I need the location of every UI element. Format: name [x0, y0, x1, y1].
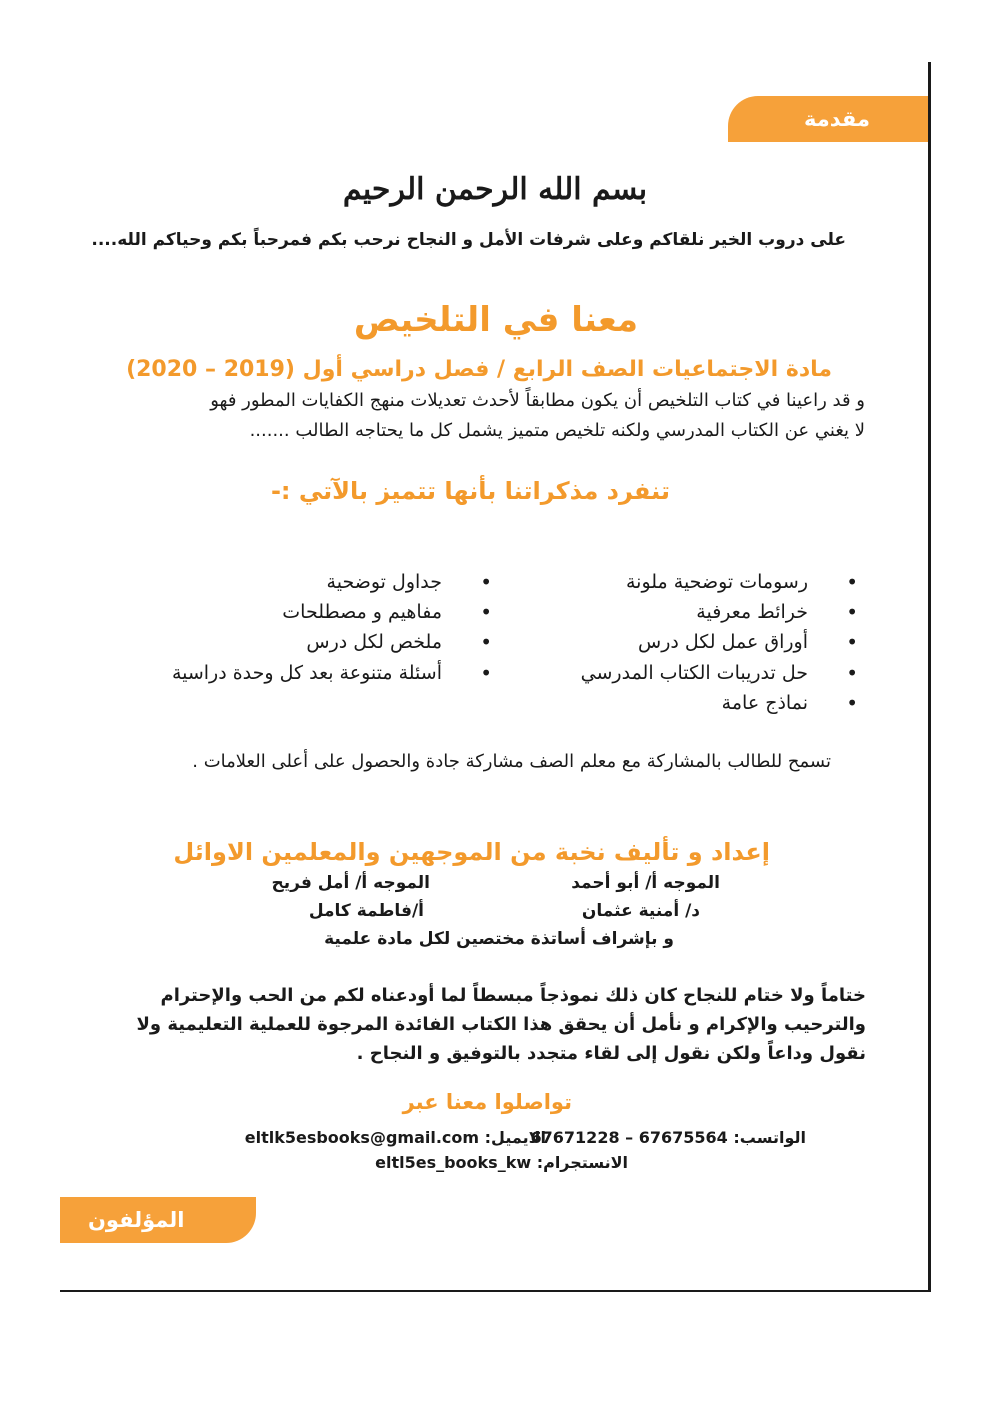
prep-title: إعداد و تأليف نخبة من الموجهين والمعلمين الاوائل [173, 838, 770, 866]
page-title: معنا في التلخيص [353, 300, 639, 340]
features-list-left [172, 567, 494, 688]
features-title: تنفرد مذكراتنا بأنها تتميز بالآتي :- [270, 477, 670, 505]
email-address: eltlk5esbooks@gmail.com [244, 1128, 480, 1147]
supervision-text: و بإشراف أساتذة مختصين لكل مادة علمية [324, 929, 674, 949]
list-item: • رسومات توضحية ملونة [581, 567, 860, 597]
whatsapp-contact [531, 1128, 806, 1147]
greeting-text: على دروب الخير نلقاكم وعلى شرفات الأمل و النجاح نرحب بكم فمرحباً بكم وحياكم الله.... [91, 230, 846, 250]
email-label: الايميل: [484, 1128, 546, 1147]
whatsapp-number: 67671228 – 67675564 [530, 1128, 728, 1147]
footer-tab: المؤلفون [60, 1197, 256, 1243]
allow-text: تسمح للطالب بالمشاركة مع معلم الصف مشاركة جادة والحصول على أعلى العلامات . [192, 751, 831, 772]
author-name: أ/فاطمة كامل [308, 901, 424, 921]
list-item: • مفاهيم و مصطلحات [172, 597, 494, 627]
closing-line: نقول وداعاً ولكن نقول إلى لقاء متجدد بالتوفيق و النجاح . [356, 1043, 866, 1064]
whatsapp-label: الواتسب: [733, 1128, 806, 1147]
instagram-handle: eltl5es_books_kw [375, 1153, 532, 1172]
email-contact [245, 1128, 546, 1147]
intro-line: و قد راعينا في كتاب التلخيص أن يكون مطابقاً لأحدث تعديلات منهج الكفايات المطور فهو [210, 390, 865, 411]
header-tab: مقدمة [728, 96, 928, 142]
page-frame-bottom [60, 1290, 931, 1292]
author-name: د/ أمنية عثمان [581, 901, 700, 921]
author-name: الموجه أ/ أمل فريح [271, 873, 430, 893]
page-frame-right [928, 62, 931, 1292]
list-item: • جداول توضحية [172, 567, 494, 597]
list-item: • خرائط معرفية [581, 597, 860, 627]
author-name: الموجه أ/ أبو أحمد [571, 873, 720, 893]
list-item: • أسئلة متنوعة بعد كل وحدة دراسية [172, 658, 494, 688]
list-item: • حل تدريبات الكتاب المدرسي [581, 658, 860, 688]
closing-line: والترحيب والإكرام و نأمل أن يحقق هذا الكتاب الفائدة المرجوة للعملية التعليمية ولا [136, 1014, 866, 1035]
instagram-label: الانستجرام: [536, 1153, 628, 1172]
basmala: بسم الله الرحمن الرحيم [342, 172, 648, 207]
instagram-contact [375, 1153, 628, 1172]
list-item: • نماذج عامة [581, 688, 860, 718]
list-item: • ملخص لكل درس [172, 627, 494, 657]
features-list-right [581, 567, 860, 718]
list-item: • أوراق عمل لكل درس [581, 627, 860, 657]
subject-line: مادة الاجتماعيات الصف الرابع / فصل دراسي أول (2019 – 2020) [126, 357, 832, 382]
contact-title: تواصلوا معنا عبر [402, 1090, 572, 1114]
intro-line: لا يغني عن الكتاب المدرسي ولكنه تلخيص متميز يشمل كل ما يحتاجه الطالب ....... [249, 420, 865, 441]
closing-line: ختاماً ولا ختام للنجاح كان ذلك نموذجاً مبسطاً لما أودعناه لكم من الحب والإحترام [160, 985, 866, 1006]
